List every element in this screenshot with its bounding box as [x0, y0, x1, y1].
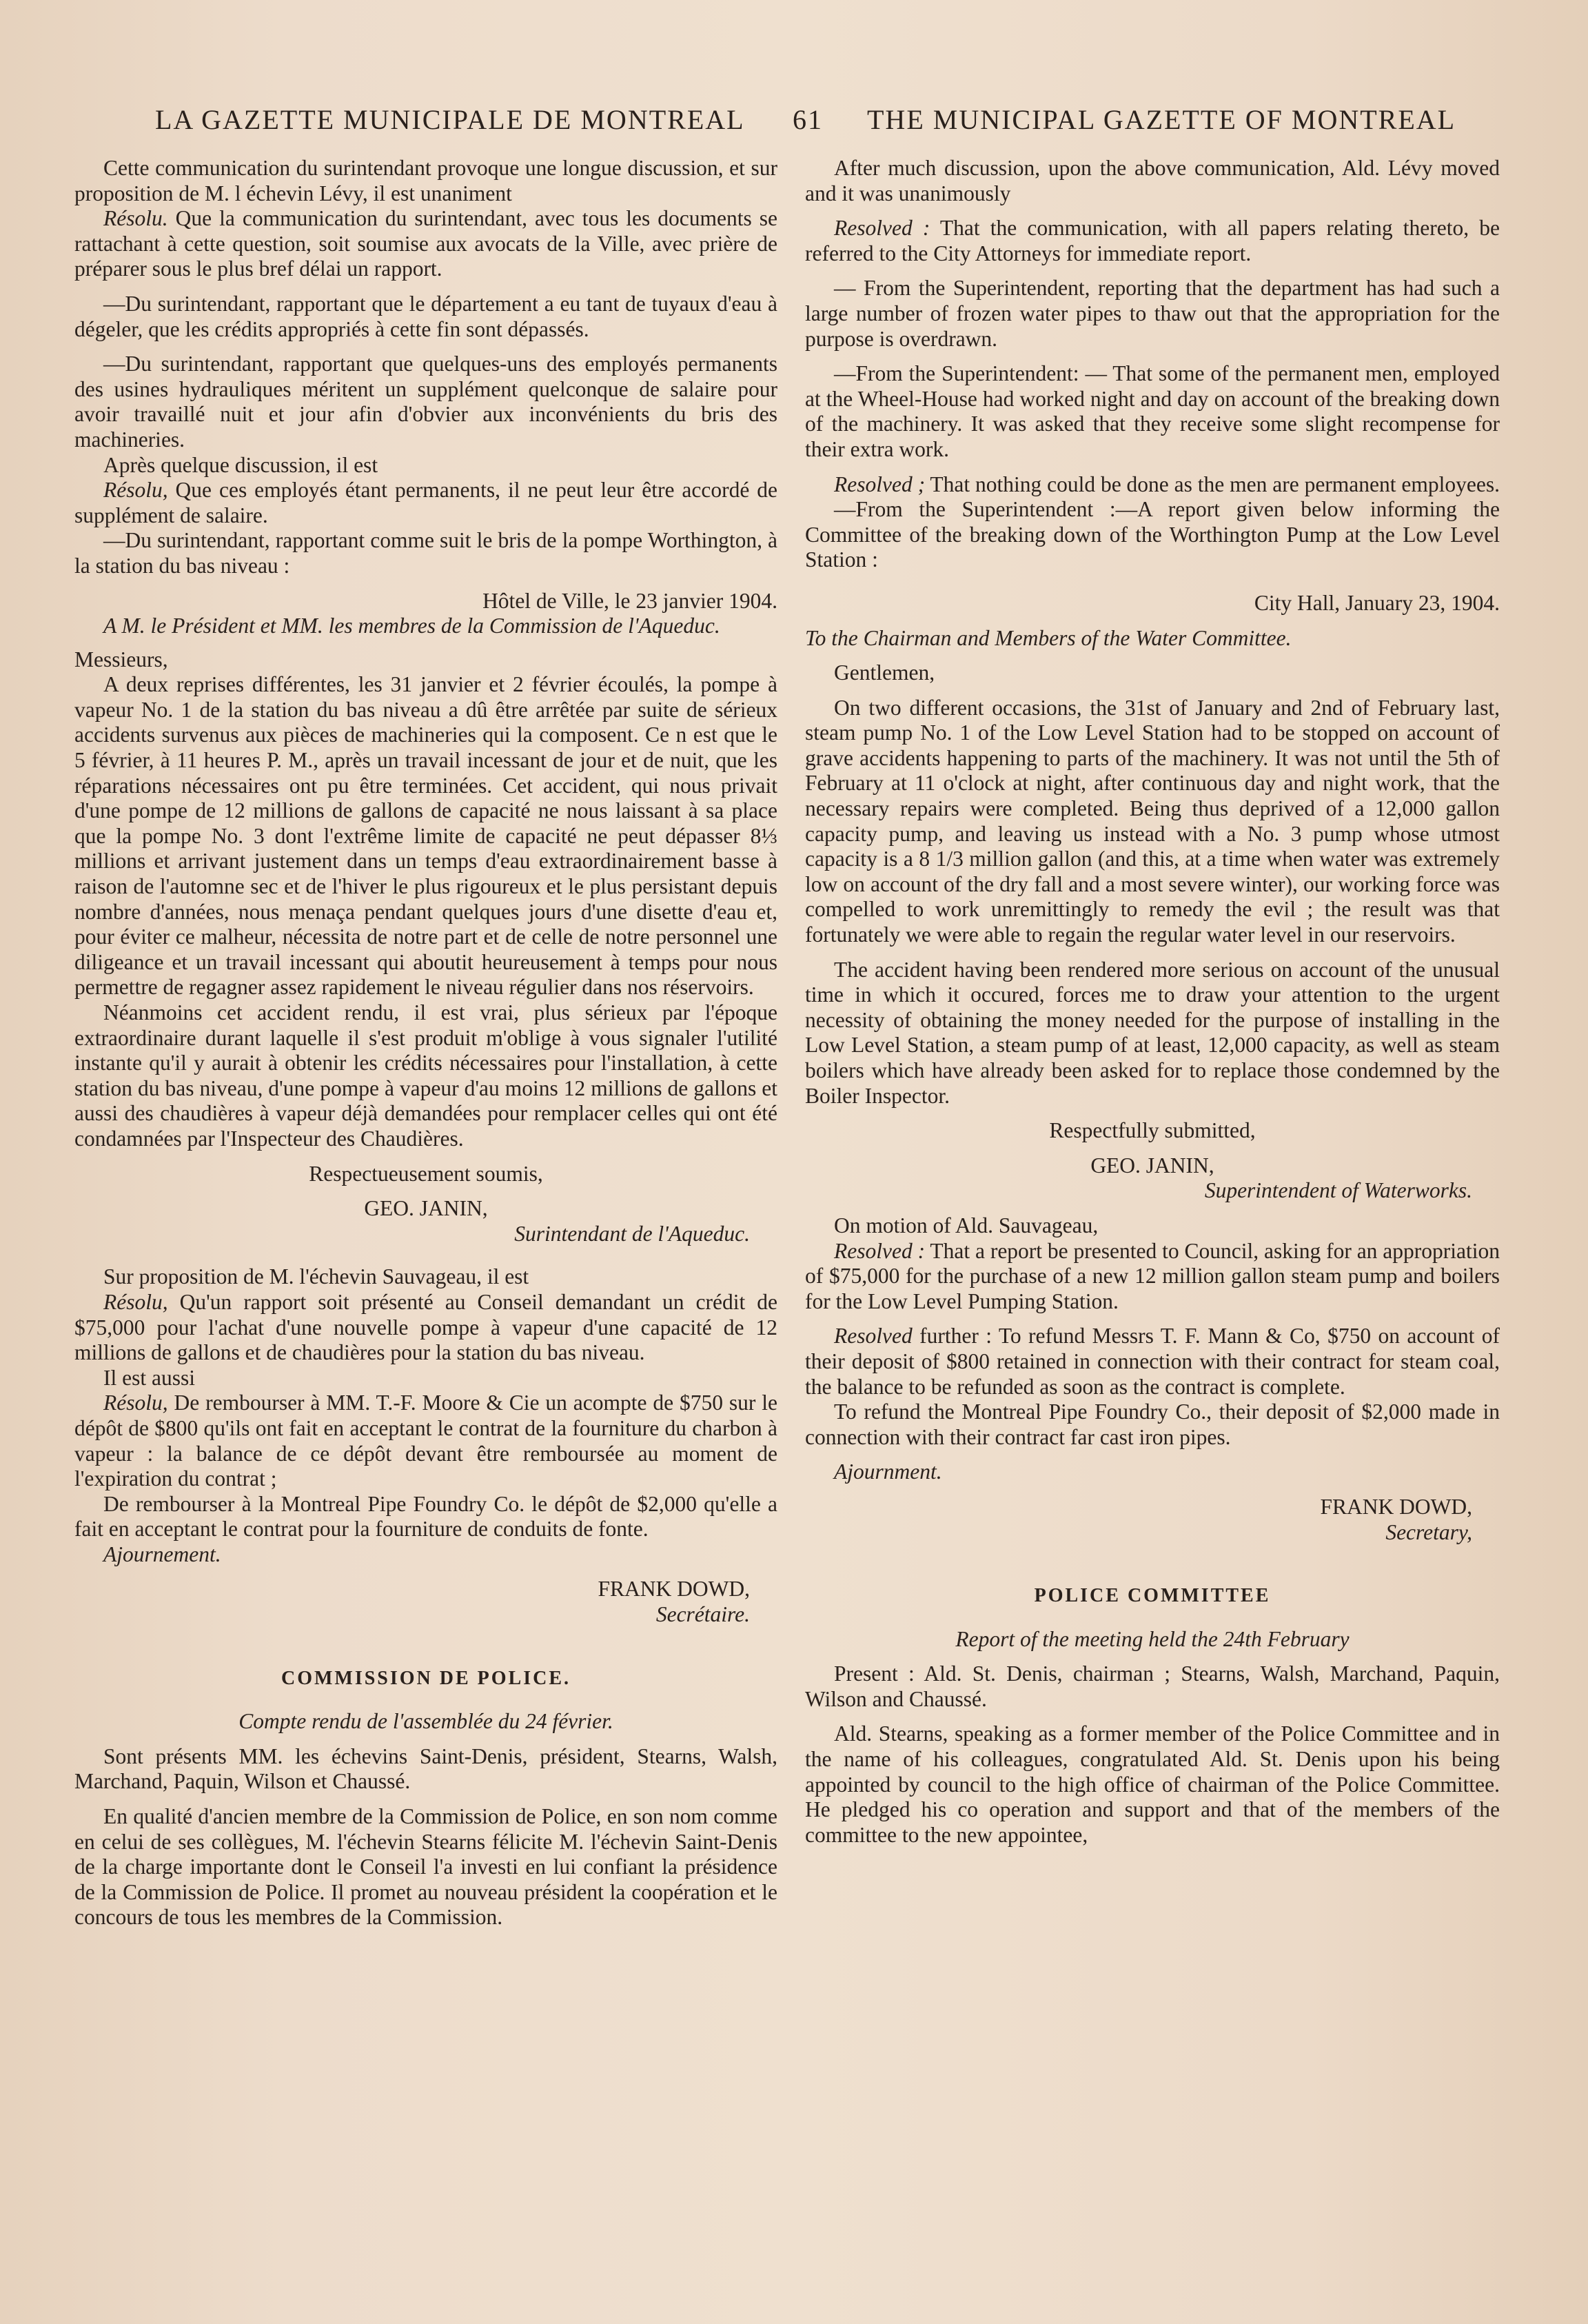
resolution-text: That a report be presented to Council, asking for an appropriation of $75,000 for the purchase of a new 12 million gallon steam pump and boilers for the Low Level Pumping Station. — [805, 1238, 1500, 1313]
section-subheading: Report of the meeting held the 24th February — [955, 1626, 1350, 1651]
letter-addressee: A M. le Président et MM. les membres de la Commission de l'Aqueduc. — [103, 614, 720, 638]
paragraph: Cette communication du surintendant provoque une longue discussion, et sur proposition de M. l échevin Lévy, il est unaniment — [74, 156, 777, 205]
signer-name: GEO. JANIN, — [1090, 1153, 1214, 1178]
paragraph: —From the Superintendent: — That some of the permanent men, employed at the Wheel-House had worked night and day on account of the breaking down of the machinery. It was asked that they receive some slight recompense for their extra work. — [805, 361, 1500, 461]
resolution — [805, 1239, 1500, 1315]
letter-body: Néanmoins cet accident rendu, il est vrai, plus sérieux par l'époque extraordinaire durant laquelle il s'est produit m'oblige à vous signaler l'utilité instante qu'il y aurait à obtenir les crédits nécessaires pour l'installation, à cette station du bas niveau, d'une pompe à vapeur d'au moins 12 millions de gallons et aussi des chaudières à vapeur déjà demandées pour remplacer celles qui ont été condamnées par l'Inspecteur des Chaudières. — [74, 1000, 777, 1151]
resolution-lead: Résolu. — [103, 206, 168, 231]
letter-salutation: Messieurs, — [74, 647, 168, 671]
resolution — [805, 216, 1500, 266]
letter-salutation: Gentlemen, — [834, 660, 935, 685]
header-french-title: LA GAZETTE MUNICIPALE DE MONTREAL — [155, 104, 745, 135]
english-column — [805, 156, 1500, 2286]
resolution-text: Qu'un rapport soit présenté au Conseil demandant un crédit de $75,000 pour l'achat d'une nouvelle pompe à vapeur d'une capacité de 12 millions de gallons et de chaudières pour la station du bas niveau. — [74, 1289, 777, 1365]
letter-body: On two different occasions, the 31st of January and 2nd of February last, steam pump No. 1 of the Low Level Station had to be stopped on account of grave accidents happening to parts of the machinery. It was not until the 5th of February at 11 o'clock at night, after continuous day and night work, that the necessary repairs were completed. Being thus deprived of a 12,000 gallon capacity pump, and leaving us instead with a No. 3 pump whose utmost capacity is a 8 1/3 million gallon (and this, at a time when water was extremely low on account of the dry fall and a most severe winter), our working force was compelled to work unremittingly to remedy the evil ; the result was that fortunately we were able to regain the regular water level in our reservoirs. — [805, 695, 1500, 947]
letter-closing: Respectueusement soumis, — [309, 1161, 543, 1186]
letter-body: The accident having been rendered more serious on account of the unusual time in which it occured, forces me to draw your attention to the urgent necessity of obtaining the money needed for the purpose of installing in the Low Level Station, a steam pump of at least, 12,000 capacity, as well as steam boilers which have already been asked for to replace those condemned by the Boiler Inspector. — [805, 957, 1500, 1108]
paragraph: Il est aussi — [103, 1365, 195, 1390]
paragraph: Ald. Stearns, speaking as a former member of the Police Committee and in the name of his colleagues, congratulated Ald. St. Denis upon his being appointed by council to the high office of chairman of the Police Committee. He pledged his co operation and support and that of the members of the committee to the new appointee, — [805, 1721, 1500, 1847]
paragraph: Sur proposition de M. l'échevin Sauvageau, il est — [103, 1264, 529, 1289]
paragraph: To refund the Montreal Pipe Foundry Co., their deposit of $2,000 made in connection with their contract far cast iron pipes. — [805, 1400, 1500, 1449]
paragraph: On motion of Ald. Sauvageau, — [834, 1213, 1099, 1237]
resolution-text: further : To refund Messrs T. F. Mann & Co, $750 on account of their deposit of $800 retained in connection with their contract for steam coal, the balance to be refunded as soon as the contract is complete. — [805, 1324, 1500, 1399]
resolution — [805, 472, 1500, 498]
signer-title: Superintendent of Waterworks. — [1204, 1178, 1472, 1203]
resolution-lead: Résolu, — [103, 1391, 168, 1415]
section-heading: POLICE COMMITTEE — [1034, 1585, 1271, 1607]
resolution-lead: Résolu, — [103, 478, 168, 503]
letter-body: A deux reprises différentes, les 31 janvier et 2 février écoulés, la pompe à vapeur No. 1 de la station du bas niveau a dû être arrêtée par suite de sérieux accidents survenus aux pièces de machineries qui la composent. Ce n est que le 5 février, à 11 heures P. M., après un travail incessant de jour et de nuit, que les réparations nécessaires ont pu être terminées. Cet accident, qui nous privait d'une pompe de 12 millions de gallons de capacité ne nous laissant à sa place que la pompe No. 3 dont l'extrême limite de capacité ne peut dépasser 8⅓ millions et arrivant justement dans un temps d'eau extraordinairement basse à raison de l'automne sec et de l'hiver le plus rigoureux et le plus persistant depuis nombre d'années, nous menaça pendant quelques jours d'une disette d'eau et, pour éviter ce malheur, nécessita de notre part et de celle de notre personnel une diligeance et un travail incessant qui aboutit heureusement à temps pour nous permettre de regagner assez rapidement le niveau régulier dans nos réservoirs. — [74, 672, 777, 1000]
signer-title: Surintendant de l'Aqueduc. — [514, 1221, 750, 1246]
resolution — [74, 478, 777, 528]
secretary-name: FRANK DOWD, — [1320, 1494, 1472, 1519]
resolution-text: That the communication, with all papers relating thereto, be referred to the City Attorneys for immediate report. — [805, 216, 1500, 265]
adjournment: Ajournement. — [103, 1542, 221, 1566]
secretary-title: Secretary, — [1385, 1519, 1472, 1544]
paragraph: —From the Superintendent :—A report given below informing the Committee of the breaking down of the Worthington Pump at the Low Level Station : — [805, 497, 1500, 572]
paragraph: Sont présents MM. les échevins Saint-Denis, président, Stearns, Walsh, Marchand, Paquin, Wilson et Chaussé. — [74, 1744, 777, 1794]
resolution — [74, 206, 777, 282]
paragraph: Après quelque discussion, il est — [103, 452, 378, 477]
resolution — [805, 1324, 1500, 1400]
section-subheading: Compte rendu de l'assemblée du 24 février. — [238, 1709, 613, 1734]
adjournment: Ajournment. — [834, 1459, 942, 1484]
letter-dateline: Hôtel de Ville, le 23 janvier 1904. — [482, 588, 777, 613]
letter-addressee: To the Chairman and Members of the Water Committee. — [805, 625, 1292, 650]
signer-name: GEO. JANIN, — [364, 1196, 488, 1221]
header-english-title: THE MUNICIPAL GAZETTE OF MONTREAL — [867, 104, 1456, 135]
secretary-name: FRANK DOWD, — [598, 1577, 750, 1601]
paragraph: De rembourser à la Montreal Pipe Foundry Co. le dépôt de $2,000 qu'elle a fait en acceptant le contrat pour la fourniture de conduits de fonte. — [74, 1491, 777, 1542]
letter-closing: Respectfully submitted, — [1049, 1118, 1256, 1143]
paragraph: En qualité d'ancien membre de la Commission de Police, en son nom comme en celui de ses collègues, M. l'échevin Stearns félicite M. l'échevin Saint-Denis de la charge importante dont le Conseil l'a investi en lui confiant la présidence de la Commission de Police. Il promet au nouveau président la coopération et le concours de tous les membres de la Commission. — [74, 1804, 777, 1930]
paragraph: —Du surintendant, rapportant comme suit le bris de la pompe Worthington, à la station du bas niveau : — [74, 528, 777, 578]
resolution-lead: Resolved : — [834, 1238, 926, 1263]
resolution-text: Que la communication du surintendant, avec tous les documents se rattachant à cette question, soit soumise aux avocats de la Ville, avec prière de préparer sous le plus bref délai un rapport. — [74, 206, 777, 281]
page-number: 61 — [793, 104, 823, 135]
paragraph: — From the Superintendent, reporting that the department has had such a large number of frozen water pipes to thaw out that the appropriation for the purpose is overdrawn. — [805, 276, 1500, 351]
page-header — [0, 103, 1588, 145]
secretary-title: Secrétaire. — [655, 1602, 750, 1627]
paragraph: —Du surintendant, rapportant que quelques-uns des employés permanents des usines hydrauliques méritent un supplément quelconque de salaire pour avoir travaillé nuit et jour afin d'obvier aux inconvénients du bris des machineries. — [74, 352, 777, 452]
resolution-lead: Resolved — [834, 1324, 913, 1348]
french-column — [74, 156, 777, 2286]
resolution-lead: Résolu, — [103, 1289, 168, 1314]
resolution-lead: Resolved : — [834, 216, 930, 241]
resolution — [74, 1391, 777, 1491]
resolution-text: That nothing could be done as the men are permanent employees. — [925, 472, 1500, 496]
paragraph: —Du surintendant, rapportant que le département a eu tant de tuyaux d'eau à dégeler, que les crédits appropriés à cette fin sont dépassés. — [74, 291, 777, 341]
resolution — [74, 1290, 777, 1366]
section-heading: COMMISSION DE POLICE. — [281, 1667, 571, 1689]
resolution-text: Que ces employés étant permanents, il ne peut leur être accordé de supplément de salaire. — [74, 478, 777, 527]
paragraph: Present : Ald. St. Denis, chairman ; Stearns, Walsh, Marchand, Paquin, Wilson and Chaussé. — [805, 1661, 1500, 1711]
resolution-text: De rembourser à MM. T.-F. Moore & Cie un acompte de $750 sur le dépôt de $800 qu'ils ont fait en acceptant le contrat de la fourniture du charbon à vapeur : la balance de ce dépôt devant être remboursée au moment de l'expiration du contrat ; — [74, 1391, 777, 1491]
resolution-lead: Resolved ; — [834, 472, 926, 496]
paragraph: After much discussion, upon the above communication, Ald. Lévy moved and it was unanimously — [805, 156, 1500, 205]
letter-dateline: City Hall, January 23, 1904. — [1254, 590, 1500, 615]
